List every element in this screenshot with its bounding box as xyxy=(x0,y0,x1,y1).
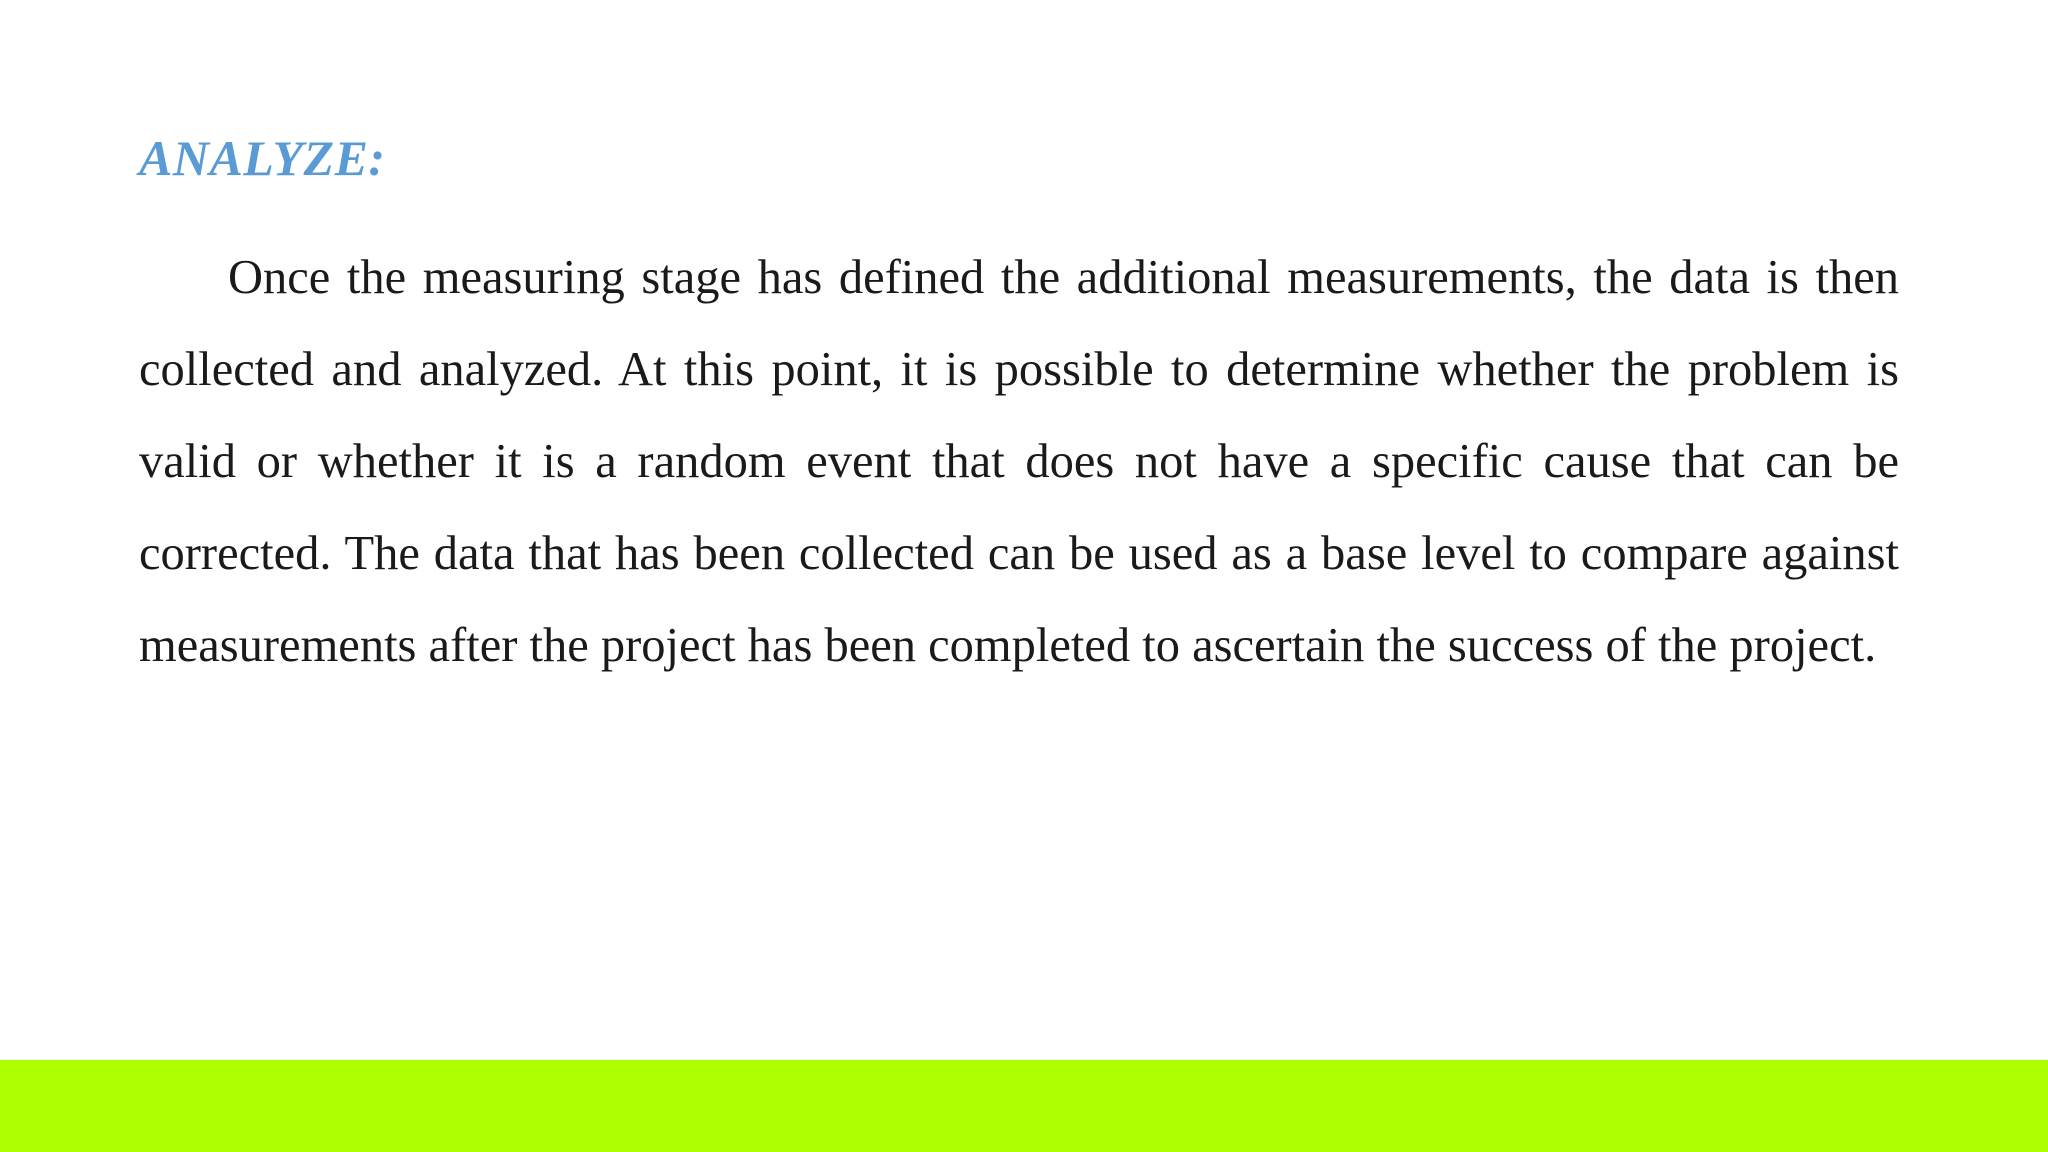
section-heading: ANALYZE: xyxy=(139,130,386,186)
footer-accent-band xyxy=(0,1060,2048,1152)
section-body-paragraph: Once the measuring stage has defined the additional measurements, the data is then collected and analyzed. At this point, it is possible to determine whether the problem is valid or whether it is a random event that does not have a specific cause that can be corrected. The data that has been collected can be used as a base level to compare against measurements after the project has been completed to ascertain the success of the project. xyxy=(139,251,1899,672)
